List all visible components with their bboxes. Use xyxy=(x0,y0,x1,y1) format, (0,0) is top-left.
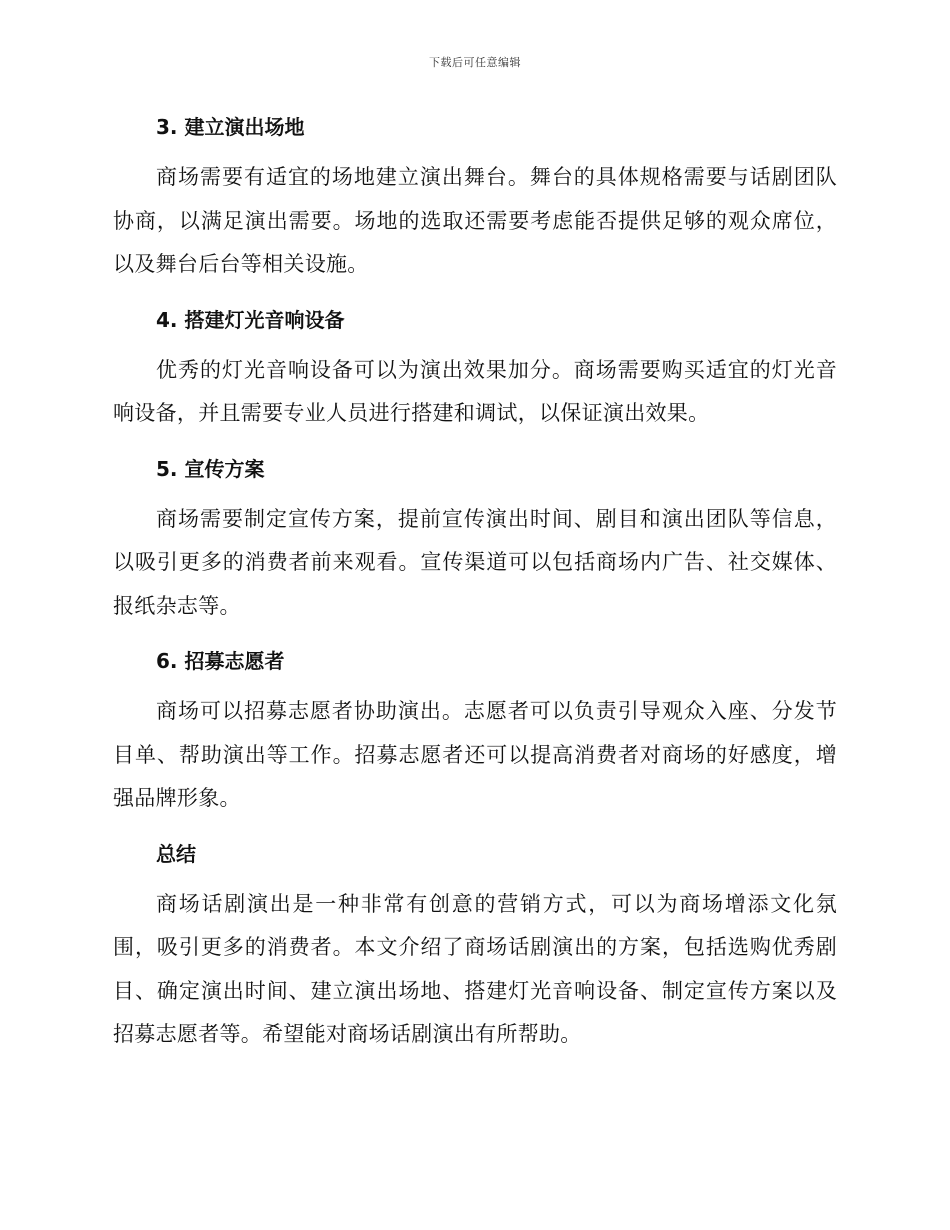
page-header-note: 下载后可任意编辑 xyxy=(429,56,521,69)
section-heading: 5. 宣传方案 xyxy=(156,456,265,481)
section-heading: 6. 招募志愿者 xyxy=(156,649,285,673)
document-body xyxy=(113,108,837,1071)
summary-paragraph: 商场话剧演出是一种非常有创意的营销方式，可以为商场增添文化氛围，吸引更多的消费者。本文介绍了商场话剧演出的方案，包括选购优秀剧目、确定演出时间、建立演出场地、搭建灯光音响设备、制定宣传方案以及招募志愿者等。希望能对商场话剧演出有所帮助。 xyxy=(113,891,837,1046)
section-paragraph: 商场需要有适宜的场地建立演出舞台。舞台的具体规格需要与话剧团队协商，以满足演出需要。场地的选取还需要考虑能否提供足够的观众席位，以及舞台后台等相关设施。 xyxy=(113,165,837,276)
section-paragraph: 优秀的灯光音响设备可以为演出效果加分。商场需要购买适宜的灯光音响设备，并且需要专业人员进行搭建和调试，以保证演出效果。 xyxy=(113,357,837,425)
section-heading: 3. 建立演出场地 xyxy=(156,115,305,139)
section-paragraph: 商场可以招募志愿者协助演出。志愿者可以负责引导观众入座、分发节目单、帮助演出等工作。招募志愿者还可以提高消费者对商场的好感度，增强品牌形象。 xyxy=(113,699,837,810)
section-heading: 4. 搭建灯光音响设备 xyxy=(156,307,345,332)
summary-heading: 总结 xyxy=(156,841,196,866)
section-paragraph: 商场需要制定宣传方案，提前宣传演出时间、剧目和演出团队等信息，以吸引更多的消费者前来观看。宣传渠道可以包括商场内广告、社交媒体、报纸杂志等。 xyxy=(113,506,837,618)
